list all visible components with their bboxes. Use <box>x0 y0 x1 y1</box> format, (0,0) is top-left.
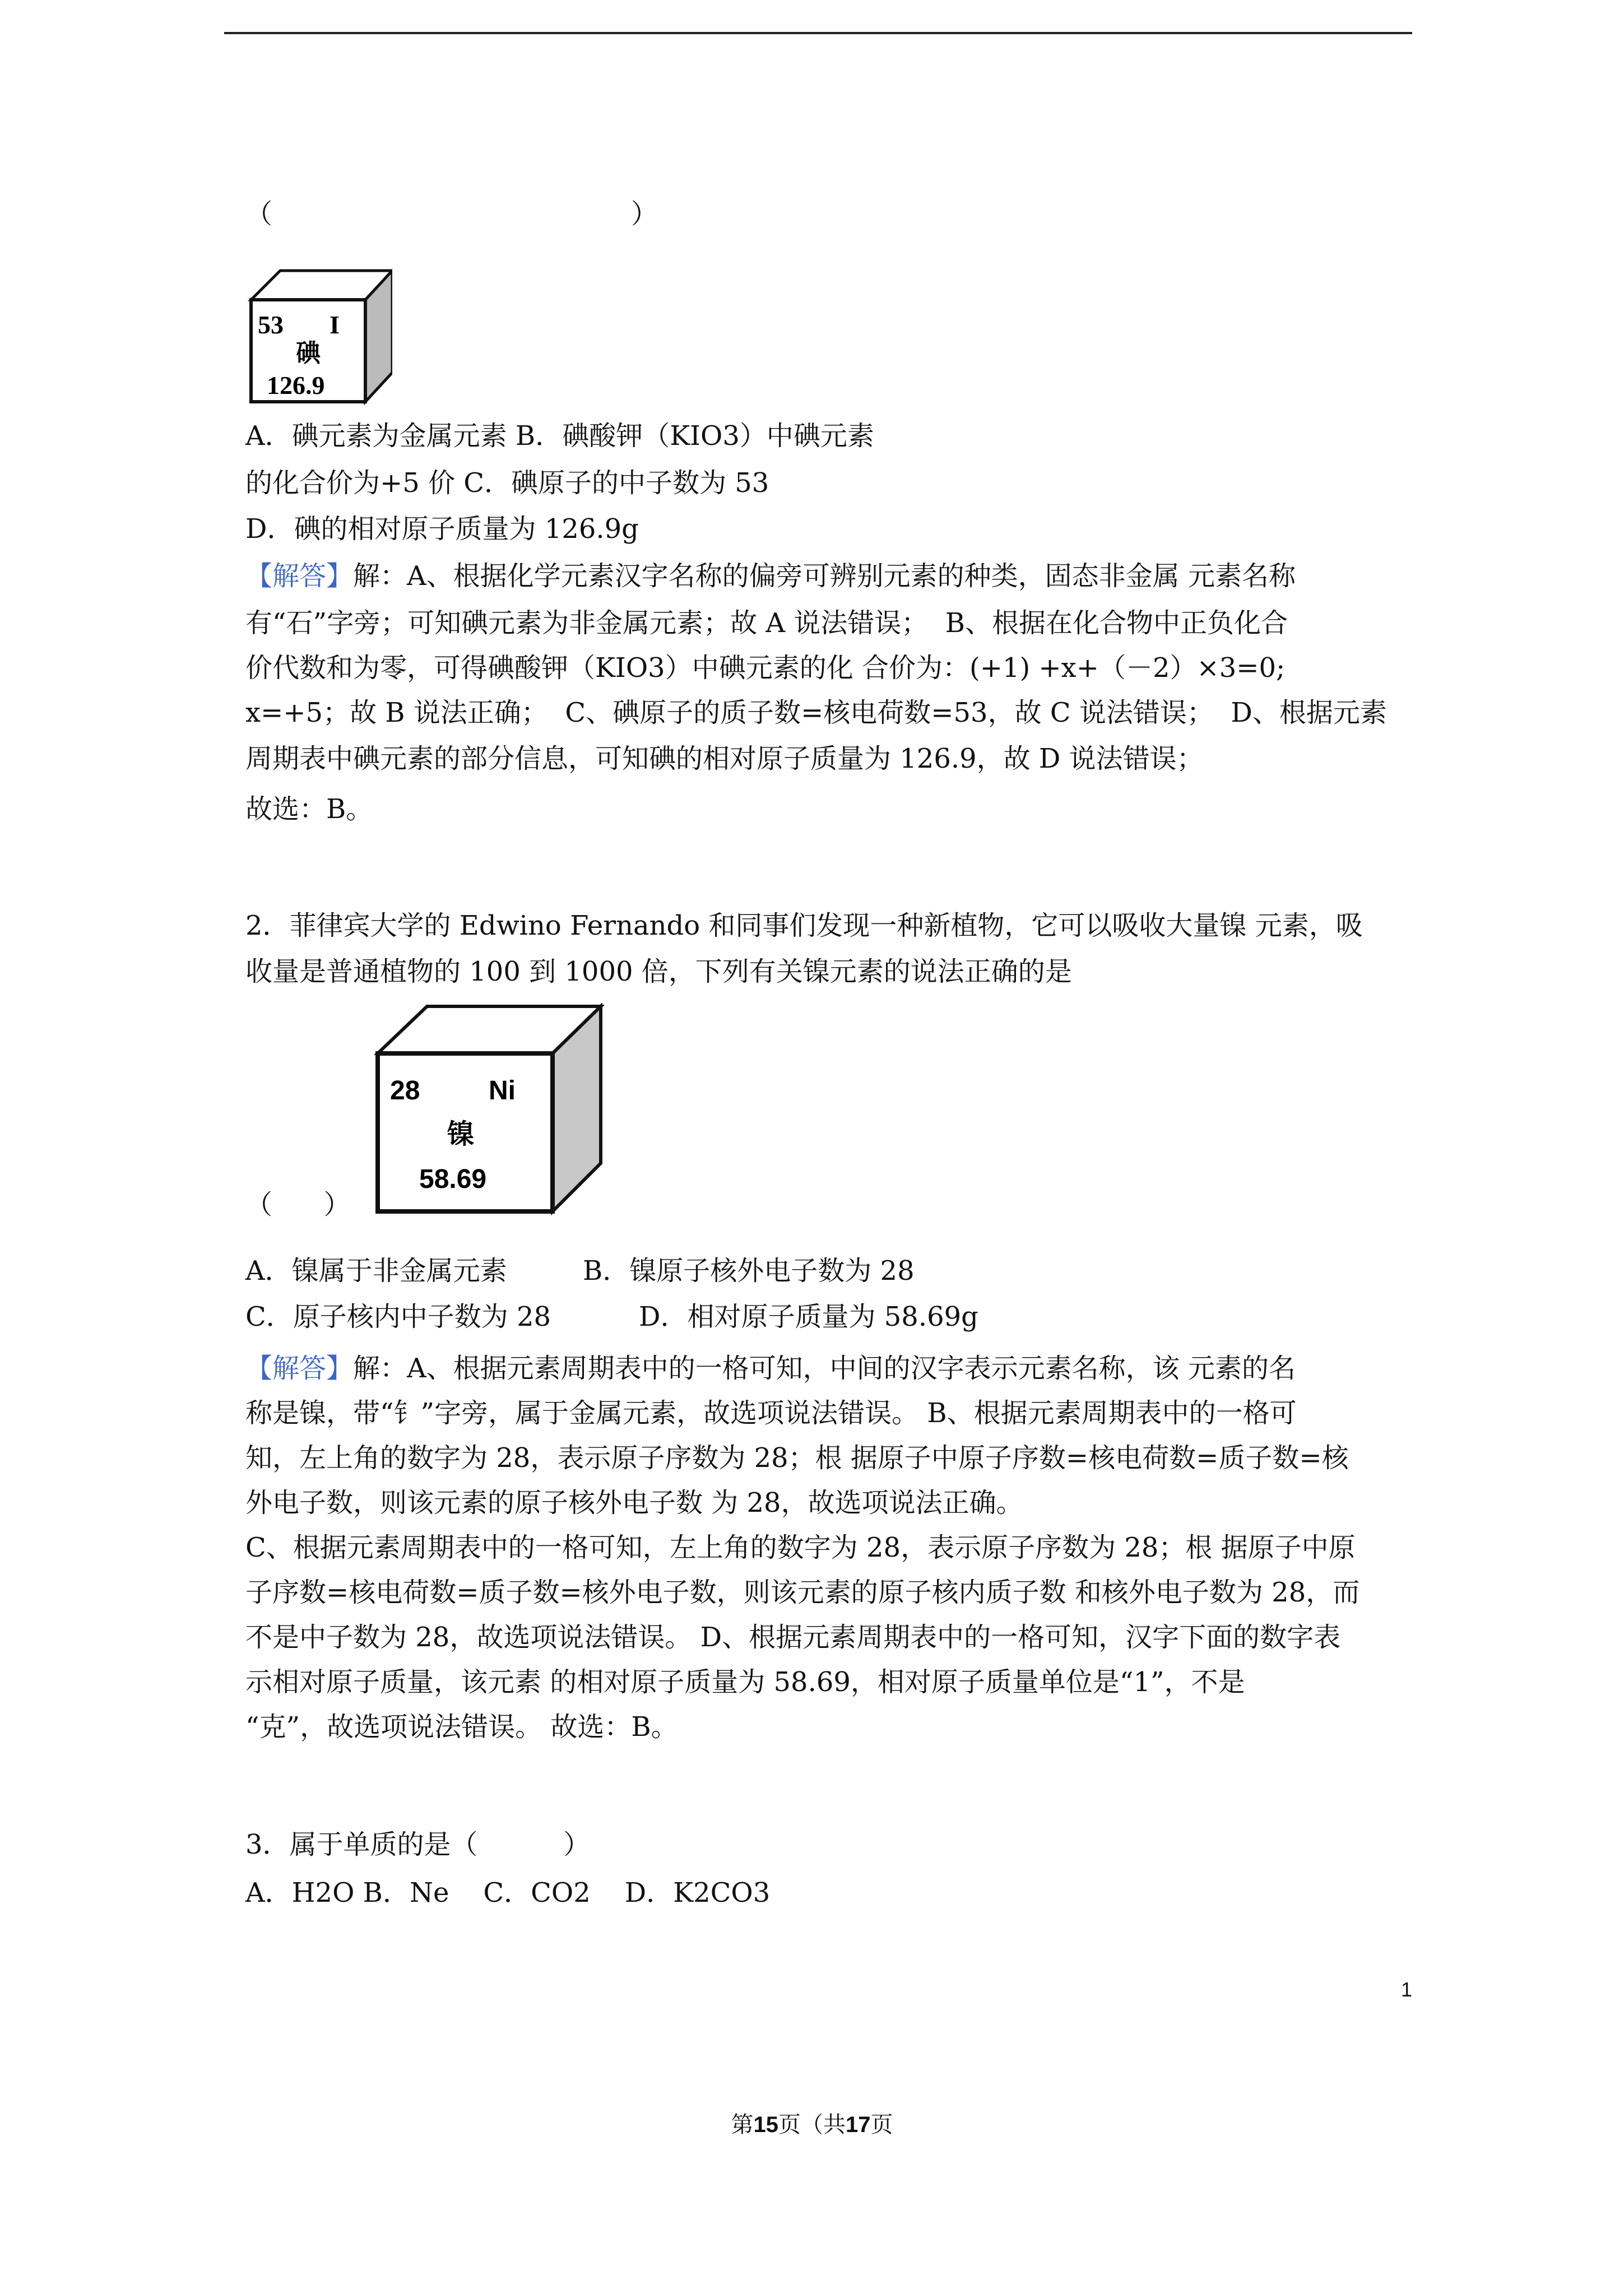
iodine-mass: 126.9 <box>267 371 325 400</box>
nickel-mass: 58.69 <box>419 1164 487 1194</box>
q2-option-b: B．镍原子核外电子数为 28 <box>583 1255 915 1287</box>
iodine-element-tile <box>247 266 392 406</box>
q1-answer-line-4: x=+5；故 B 说法正确； C、碘原子的质子数=核电荷数=53，故 C 说法错误； D、根据元素 <box>245 697 1387 728</box>
nickel-atomic-number: 28 <box>390 1076 420 1106</box>
q1-answer-bracket: （ ） <box>245 198 658 230</box>
q2-answer-line-6: 子序数=核电荷数=质子数=核外电子数，则该元素的原子核内质子数 和核外电子数为 28，而 <box>245 1577 1360 1608</box>
nickel-name: 镍 <box>447 1118 475 1150</box>
iodine-atomic-number: 53 <box>258 310 284 339</box>
q2-answer-line-1: 【解答】解：A、根据元素周期表中的一格可知，中间的汉字表示元素名称，该 元素的名 <box>245 1353 1296 1384</box>
header-rule <box>224 32 1412 34</box>
q2-option-d: D．相对原子质量为 58.69g <box>639 1301 978 1332</box>
q1-answer-line-3: 价代数和为零，可得碘酸钾（KIO3）中碘元素的化 合价为：(+1) +x+（－2）×3=0; <box>245 652 1286 684</box>
q3-options: A．H2O B．Ne C．CO2 D．K2CO3 <box>245 1877 771 1908</box>
q1-answer-line-1: 【解答】解：A、根据化学元素汉字名称的偏旁可辨别元素的种类，固态非金属 元素名称 <box>245 560 1296 592</box>
nickel-symbol: Ni <box>489 1076 516 1106</box>
q2-answer-line-8: 示相对原子质量，该元素 的相对原子质量为 58.69，相对原子质量单位是“1”，不是 <box>245 1666 1245 1698</box>
q2-answer-line-5: C、根据元素周期表中的一格可知，左上角的数字为 28，表示原子序数为 28；根 据原子中原 <box>245 1532 1356 1563</box>
q2-answer-line-7: 不是中子数为 28，故选项说法错误。 D、根据元素周期表中的一格可知，汉字下面的数字表 <box>245 1622 1341 1653</box>
q1-option-line-1: A．碘元素为金属元素 B．碘酸钾（KIO3）中碘元素 <box>245 420 874 452</box>
iodine-symbol: I <box>330 310 340 339</box>
page-number: 1 <box>1400 1978 1412 2001</box>
q2-option-c: C．原子核内中子数为 28 <box>245 1301 551 1332</box>
q2-answer-line-9: “克”，故选项说法错误。 故选：B。 <box>245 1711 678 1743</box>
page-footer: 第15页（共17页 <box>731 2112 893 2138</box>
q2-answer-tag: 【解答】 <box>245 1353 354 1384</box>
q2-answer-line-4: 外电子数，则该元素的原子核外电子数 为 28，故选项说法正确。 <box>245 1487 1023 1519</box>
q3-stem: 3．属于单质的是（ ） <box>245 1829 591 1860</box>
q2-answer-line-3: 知，左上角的数字为 28，表示原子序数为 28；根 据原子中原子序数=核电荷数=质子数=核 <box>245 1442 1349 1474</box>
q2-stem-line-1: 2．菲律宾大学的 Edwino Fernando 和同事们发现一种新植物，它可以吸收大量镍 元素，吸 <box>245 910 1363 941</box>
q1-conclusion: 故选：B。 <box>245 793 373 825</box>
q2-option-a: A．镍属于非金属元素 <box>245 1255 507 1287</box>
iodine-name: 碘 <box>296 339 321 368</box>
q2-stem-line-2: 收量是普通植物的 100 到 1000 倍，下列有关镍元素的说法正确的是 <box>245 956 1072 987</box>
q1-option-line-2: 的化合价为+5 价 C．碘原子的中子数为 53 <box>245 467 769 499</box>
q2-answer-line-2: 称是镍，带“钅”字旁，属于金属元素，故选项说法错误。 B、根据元素周期表中的一格可 <box>245 1397 1297 1429</box>
nickel-element-tile <box>374 1003 604 1216</box>
q1-answer-line-5: 周期表中碘元素的部分信息，可知碘的相对原子质量为 126.9，故 D 说法错误； <box>245 743 1204 774</box>
q1-option-line-3: D．碘的相对原子质量为 126.9g <box>245 513 639 545</box>
q2-answer-bracket: （ ） <box>245 1189 351 1220</box>
q1-answer-tag: 【解答】 <box>245 560 354 592</box>
q1-answer-line-2: 有“石”字旁；可知碘元素为非金属元素；故 A 说法错误； B、根据在化合物中正负化合 <box>245 607 1288 639</box>
